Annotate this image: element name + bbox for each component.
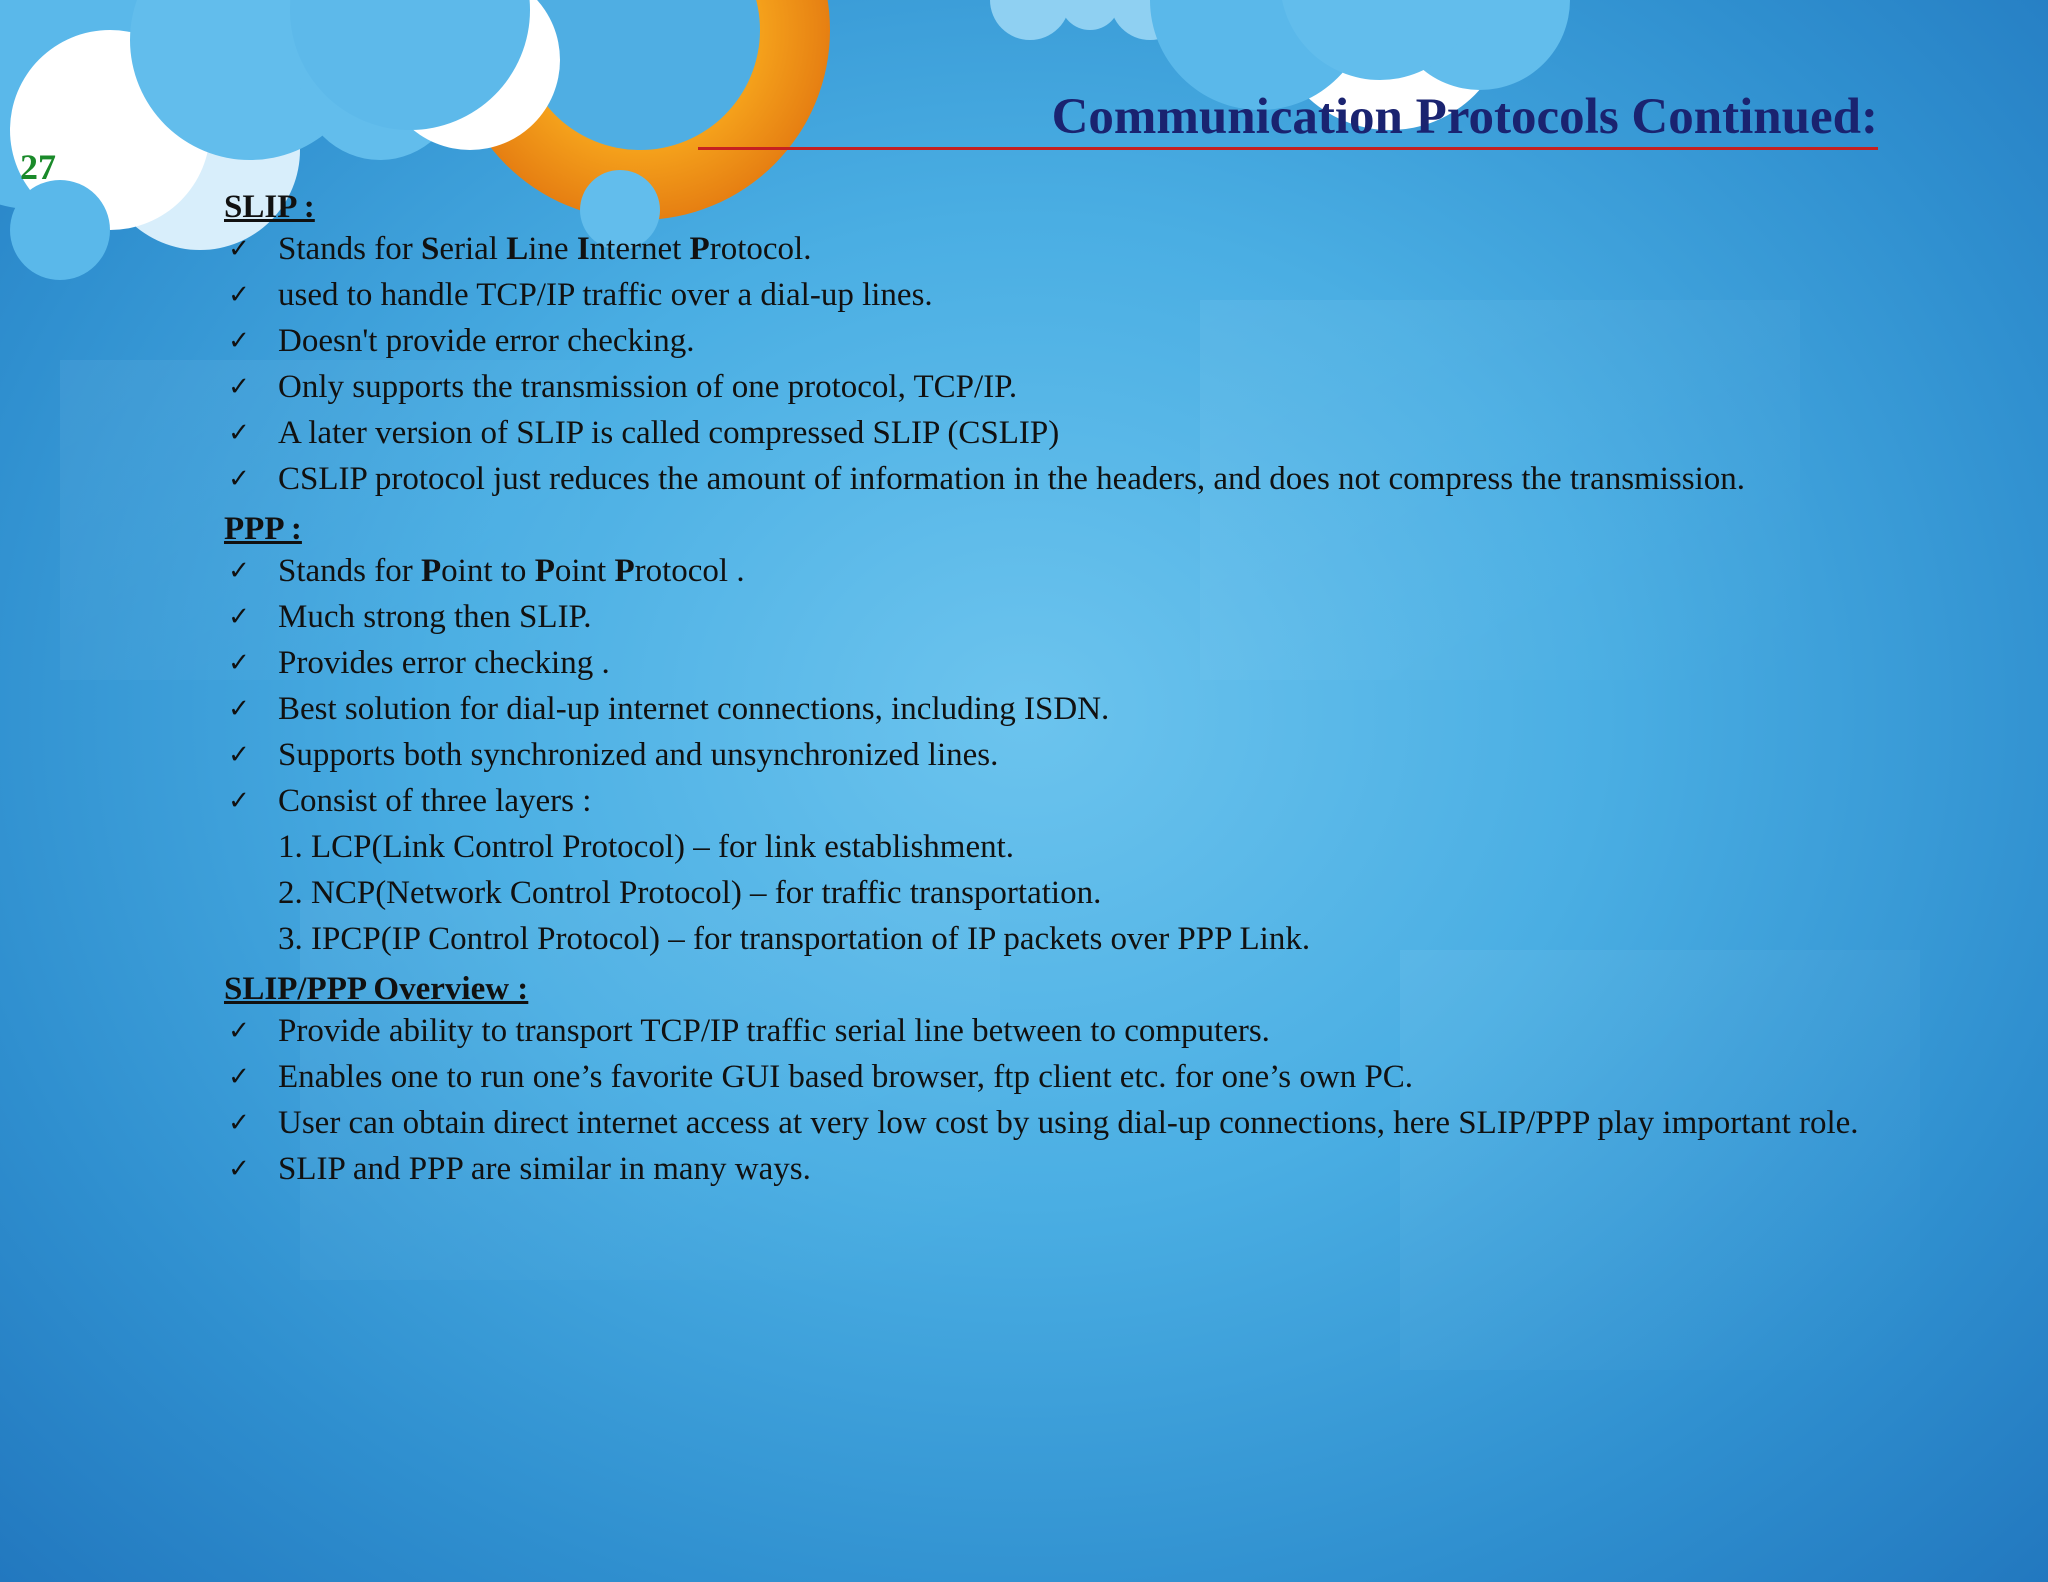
list-item [224,736,1864,775]
item-text: P [689,231,710,267]
item-text: User can obtain direct internet access at very low cost by using dial-up connections, here SLIP/PPP play important role. [278,1105,1859,1141]
list-item [224,1150,1864,1189]
item-text: A later version of SLIP is called compressed SLIP (CSLIP) [278,415,1060,451]
check-icon: ✓ [228,1154,250,1184]
list-item [224,368,1864,407]
list-item [224,460,1864,499]
item-text: P [421,553,442,589]
item-text: nternet [589,231,690,267]
list-item [224,1058,1864,1097]
numbered-item [224,874,1864,913]
item-text: Provide ability to transport TCP/IP traffic serial line between to computers. [278,1013,1270,1049]
item-text: 2. NCP(Network Control Protocol) – for traffic transportation. [278,875,1102,911]
slide-number: 27 [20,147,56,187]
check-icon: ✓ [228,326,250,356]
item-text: 3. IPCP(IP Control Protocol) – for transportation of IP packets over PPP Link. [278,921,1311,957]
bullet-list [224,1012,1864,1189]
item-text: SLIP and PPP are similar in many ways. [278,1151,811,1187]
list-item [224,1012,1864,1051]
item-text: Only supports the transmission of one protocol, TCP/IP. [278,369,1018,405]
check-icon: ✓ [228,418,250,448]
check-icon: ✓ [228,1062,250,1092]
check-icon: ✓ [228,464,250,494]
check-icon: ✓ [228,372,250,402]
item-text: Consist of three layers : [278,783,592,819]
list-item [224,322,1864,361]
section-heading: PPP : [224,511,302,547]
item-text: rotocol. [709,231,812,267]
list-item [224,690,1864,729]
item-text: I [576,231,590,267]
bullet-list [224,230,1864,499]
item-text: oint to [441,553,535,589]
section-slip [224,184,1864,499]
item-text: L [506,231,529,267]
section-heading: SLIP/PPP Overview : [224,971,529,1007]
item-text: Stands for [278,553,421,589]
title-underline [698,147,1878,150]
check-icon: ✓ [228,1108,250,1138]
list-item [224,644,1864,683]
numbered-item [224,920,1864,959]
section-heading: SLIP : [224,189,315,225]
section-ppp [224,506,1864,959]
check-icon: ✓ [228,234,250,264]
list-item [224,1104,1864,1143]
check-icon: ✓ [228,740,250,770]
item-text: used to handle TCP/IP traffic over a dial-up lines. [278,277,933,313]
item-text: Supports both synchronized and unsynchronized lines. [278,737,999,773]
check-icon: ✓ [228,556,250,586]
item-text: Provides error checking . [278,645,610,681]
check-icon: ✓ [228,602,250,632]
numbered-item [224,828,1864,867]
check-icon: ✓ [228,786,250,816]
item-text: ine [528,231,577,267]
item-text: Stands for [278,231,421,267]
check-icon: ✓ [228,1016,250,1046]
item-text: S [421,231,440,267]
slide-title: Communication Protocols Continued: [1051,89,1878,145]
check-icon: ✓ [228,280,250,310]
item-text: P [534,553,555,589]
check-icon: ✓ [228,648,250,678]
item-text: Doesn't provide error checking. [278,323,695,359]
item-text: 1. LCP(Link Control Protocol) – for link establishment. [278,829,1015,865]
item-text: P [614,553,635,589]
item-text: CSLIP protocol just reduces the amount of information in the headers, and does not compress the transmission. [278,461,1746,497]
check-icon: ✓ [228,694,250,724]
list-item [224,414,1864,453]
item-text: erial [439,231,507,267]
list-item [224,598,1864,637]
list-item [224,782,1864,821]
item-text: Much strong then SLIP. [278,599,592,635]
list-item [224,552,1864,591]
item-text: rotocol . [634,553,745,589]
list-item [224,276,1864,315]
section-slip-ppp-overview [224,966,1864,1189]
item-text: Enables one to run one’s favorite GUI based browser, ftp client etc. for one’s own PC. [278,1059,1414,1095]
item-text: oint [554,553,615,589]
list-item [224,230,1864,269]
bullet-list [224,552,1864,959]
slide-content [224,184,1864,1196]
item-text: Best solution for dial-up internet connections, including ISDN. [278,691,1110,727]
